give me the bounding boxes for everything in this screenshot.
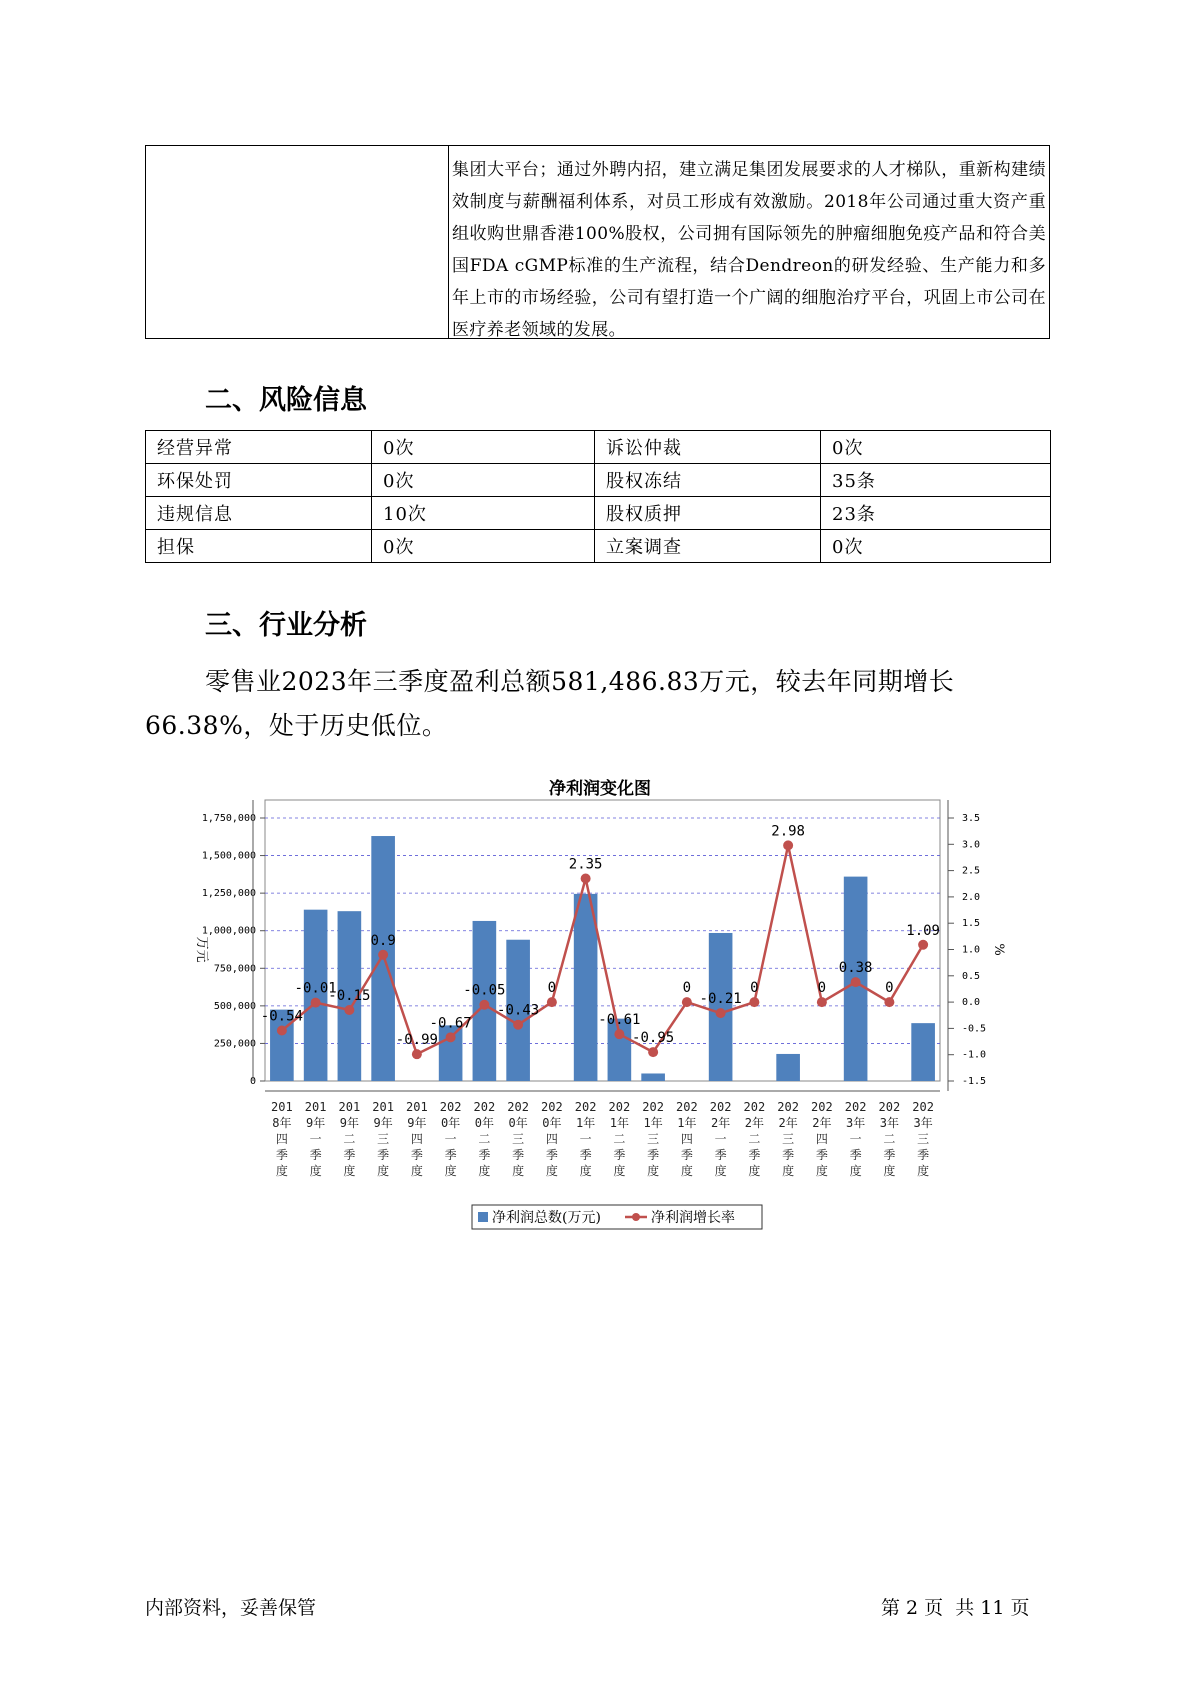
data-label: -0.61 [598,1012,641,1029]
data-label: -0.95 [632,1030,675,1047]
company-intro-table [145,145,1050,339]
data-label: -0.67 [429,1015,472,1032]
risk-value: 23条 [821,497,1051,530]
section-title-risk: 二、风险信息 [205,385,367,416]
data-label: 0 [885,980,894,997]
x-tick-label: 202 2年三季度 [777,1100,799,1178]
y-axis-left-title: 万元 [194,936,209,963]
table-row [146,497,1051,530]
growth-rate-point [311,998,321,1008]
risk-info-table [145,430,1051,563]
growth-rate-point [412,1049,422,1059]
data-label: 2.35 [568,856,603,873]
chart-grid [265,800,940,1081]
growth-rate-point [614,1029,624,1039]
company-intro-text: 集团大平台；通过外聘内招，建立满足集团发展要求的人才梯队，重新构建绩效制度与薪酬福利体系，对员工形成有效激励。2018年公司通过重大资产重组收购世鼎香港100%股权，公司拥有国际领先的肿瘤细胞免疫产品和符合美国FDA cGMP标准的生产流程，结合Dendreon的研发经验、生产能力和多年上市的市场经验，公司有望打造一个广阔的细胞治疗平台，巩固上市公司在医疗养老领域的发展。 [452,160,1046,340]
left-tick-label: 1,500,000 [201,850,256,862]
data-label: 0.38 [838,960,873,977]
industry-paragraph: 零售业2023年三季度盈利总额581,486.83万元，较去年同期增长66.38%，处于历史低位。 [145,667,955,740]
right-tick-label: 0.0 [962,997,981,1009]
right-tick-label: 3.5 [962,813,981,824]
right-tick-label: 0.5 [962,970,981,982]
risk-value: 0次 [821,431,1051,464]
risk-label: 违规信息 [146,497,372,530]
data-label: 0 [817,980,827,997]
data-label: 0 [682,980,692,997]
bar [641,1073,665,1081]
risk-value: 0次 [372,431,595,464]
plot-frame [265,800,940,1081]
growth-rate-point [884,997,894,1007]
risk-label: 担保 [146,530,372,563]
bar [911,1023,935,1081]
x-tick-label: 202 3年二季度 [878,1100,901,1178]
page-number: 第 2 页 共 11 页 [881,1597,1030,1619]
data-label: -0.05 [463,982,506,999]
right-tick-label: -1.0 [962,1049,987,1061]
x-tick-label: 202 0年一季度 [439,1100,462,1178]
data-label: -0.54 [260,1008,303,1025]
growth-rate-point [513,1020,523,1030]
risk-label: 诉讼仲裁 [595,431,821,464]
risk-value: 35条 [821,464,1051,497]
footer-note: 内部资料，妥善保管 [145,1597,317,1619]
growth-rate-point [547,997,557,1007]
x-tick-label: 202 1年四季度 [676,1100,698,1178]
x-tick-label: 202 3年三季度 [912,1100,934,1178]
data-label: 0 [547,980,557,997]
net-profit-chart [170,768,1030,1238]
legend-bar-swatch [478,1212,488,1222]
growth-rate-point [716,1008,726,1018]
data-label: -0.99 [395,1032,438,1049]
growth-rate-point [581,873,591,883]
data-label: 2.98 [771,823,805,840]
growth-rate-point [648,1047,658,1057]
growth-rate-point [446,1032,456,1042]
chart-title: 净利润变化图 [549,779,651,799]
risk-label: 股权质押 [595,497,821,530]
x-tick-label: 202 0年四季度 [541,1100,563,1178]
x-tick-label: 202 1年一季度 [574,1100,597,1178]
right-tick-label: 2.5 [962,865,981,877]
chart-x-labels [265,1091,940,1178]
data-label: 0.9 [370,932,396,949]
data-label: -0.21 [699,991,742,1008]
data-label: -0.15 [328,987,371,1004]
growth-rate-point [479,1000,489,1010]
data-label: 1.09 [906,922,940,939]
x-tick-label: 201 8年四季度 [271,1100,293,1178]
chart-legend [472,1205,762,1229]
x-tick-label: 201 9年三季度 [372,1100,394,1178]
left-tick-label: 1,250,000 [201,888,256,900]
table-row [146,530,1051,563]
growth-rate-point [682,997,692,1007]
growth-rate-point [918,940,928,950]
growth-rate-point [783,840,793,850]
growth-rate-point [851,977,861,987]
data-label: -0.01 [294,980,337,997]
right-tick-label: 1.0 [962,944,981,956]
x-tick-label: 201 9年二季度 [338,1100,361,1178]
risk-value: 0次 [372,464,595,497]
left-tick-label: 750,000 [213,963,256,975]
growth-rate-point [378,950,388,960]
right-tick-label: -0.5 [962,1023,987,1035]
risk-value: 0次 [821,530,1051,563]
left-tick-label: 1,000,000 [201,925,256,937]
legend-bar-label: 净利润总数(万元) [492,1210,601,1226]
data-label: -0.43 [497,1002,540,1019]
risk-value: 0次 [372,530,595,563]
x-tick-label: 202 2年一季度 [709,1100,732,1178]
x-tick-label: 202 1年三季度 [642,1100,664,1178]
x-tick-label: 202 1年二季度 [608,1100,631,1178]
x-tick-label: 202 0年二季度 [473,1100,496,1178]
right-tick-label: 3.0 [962,839,981,851]
risk-label: 经营异常 [146,431,372,464]
left-tick-label: 500,000 [213,1000,256,1012]
legend-line-marker [632,1213,640,1221]
empty-label-cell [146,146,449,338]
right-tick-label: 1.5 [962,918,981,930]
table-row [146,431,1051,464]
section-title-industry: 三、行业分析 [205,610,367,641]
x-tick-label: 201 9年四季度 [406,1100,428,1178]
data-label: 0 [750,980,759,997]
risk-value: 10次 [372,497,595,530]
growth-rate-point [277,1026,287,1036]
x-tick-label: 202 2年二季度 [743,1100,766,1178]
table-row [146,464,1051,497]
right-tick-label: 2.0 [962,891,981,903]
risk-label: 立案调查 [595,530,821,563]
growth-rate-point [749,997,759,1007]
right-tick-label: -1.5 [962,1076,987,1087]
chart-line [261,823,940,1059]
risk-label: 股权冻结 [595,464,821,497]
x-tick-label: 202 2年四季度 [811,1100,833,1178]
x-tick-label: 202 3年一季度 [844,1100,867,1178]
y-axis-right-title: % [991,943,1006,956]
left-tick-label: 250,000 [213,1038,256,1050]
left-tick-label: 0 [249,1076,256,1087]
growth-rate-point [817,997,827,1007]
x-tick-label: 202 0年三季度 [507,1100,529,1178]
risk-label: 环保处罚 [146,464,372,497]
x-tick-label: 201 9年一季度 [304,1100,327,1178]
bar [776,1054,800,1081]
legend-line-label: 净利润增长率 [651,1210,735,1226]
growth-rate-point [344,1005,354,1015]
left-tick-label: 1,750,000 [201,813,256,824]
